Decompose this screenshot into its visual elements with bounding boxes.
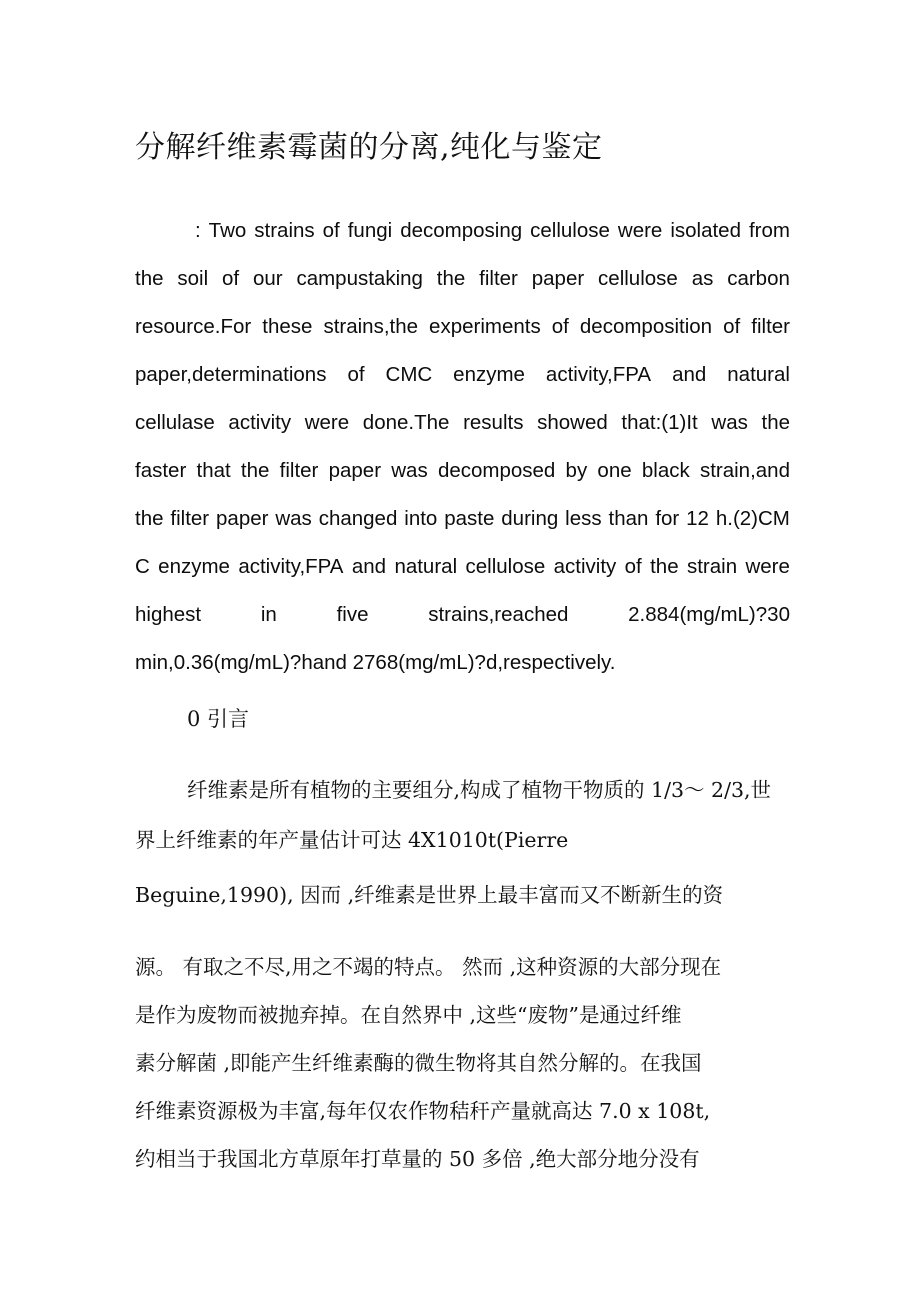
body-line: 约相当于我国北方草原年打草量的 50 多倍 ,绝大部分地分没有 bbox=[135, 1147, 700, 1171]
abstract-word: of bbox=[551, 315, 569, 338]
abstract-word: fungi bbox=[347, 219, 393, 242]
abstract-word: changed bbox=[318, 507, 398, 530]
body-line: Beguine,1990), 因而 ,纤维素是世界上最丰富而又不断新生的资 bbox=[135, 883, 724, 907]
abstract-word: resource.For bbox=[135, 315, 252, 338]
abstract-word: the bbox=[436, 267, 466, 290]
abstract-word: decomposed bbox=[437, 459, 556, 482]
abstract-word: Two bbox=[208, 219, 247, 242]
abstract-line bbox=[135, 264, 790, 312]
abstract-word: strain,and bbox=[699, 459, 790, 482]
abstract-word: from bbox=[748, 219, 790, 242]
abstract-word: activity,FPA bbox=[238, 555, 344, 578]
abstract-word: of bbox=[221, 267, 240, 290]
abstract-word: 2.884(mg/mL)?30 bbox=[628, 603, 790, 626]
abstract-word: strains,the bbox=[323, 315, 419, 338]
abstract-word: the bbox=[135, 267, 164, 290]
abstract-word: was bbox=[275, 507, 312, 530]
abstract-word: paper bbox=[531, 267, 585, 290]
abstract-paragraph bbox=[135, 216, 790, 696]
abstract-word: were bbox=[617, 219, 663, 242]
abstract-word: of bbox=[347, 363, 365, 386]
abstract-line bbox=[135, 552, 790, 600]
abstract-word: enzyme bbox=[453, 363, 525, 386]
abstract-word: and bbox=[351, 555, 387, 578]
abstract-word: paste bbox=[444, 507, 495, 530]
abstract-word: CMC bbox=[385, 363, 433, 386]
abstract-word: the bbox=[135, 507, 164, 530]
abstract-word: C bbox=[135, 555, 150, 578]
abstract-word: that:(1)It bbox=[621, 411, 698, 434]
abstract-word: cellulase bbox=[135, 411, 215, 434]
abstract-word: the bbox=[240, 459, 270, 482]
abstract-word: decomposing bbox=[400, 219, 523, 242]
abstract-word: activity bbox=[228, 411, 292, 434]
abstract-word: during bbox=[501, 507, 559, 530]
abstract-word: 12 bbox=[686, 507, 709, 530]
abstract-word: black bbox=[641, 459, 690, 482]
abstract-word: filter bbox=[170, 507, 210, 530]
abstract-word: campustaking bbox=[296, 267, 423, 290]
body-line: 纤维素是所有植物的主要组分,构成了植物干物质的 1/3〜 2/3,世 bbox=[187, 778, 772, 802]
body-line: 纤维素资源极为丰富,每年仅农作物秸秆产量就高达 7.0 x 108t, bbox=[135, 1099, 711, 1123]
abstract-word: results bbox=[463, 411, 524, 434]
abstract-word: enzyme bbox=[158, 555, 230, 578]
abstract-word: strain bbox=[686, 555, 738, 578]
abstract-word: natural bbox=[394, 555, 458, 578]
abstract-word: paper,determinations bbox=[135, 363, 327, 386]
abstract-word: cellulose bbox=[598, 267, 678, 290]
abstract-word: filter bbox=[751, 315, 790, 338]
abstract-word: experiments bbox=[429, 315, 541, 338]
abstract-line bbox=[135, 600, 790, 648]
abstract-word: of bbox=[723, 315, 741, 338]
body-line: 源。 有取之不尽,用之不竭的特点。 然而 ,这种资源的大部分现在 bbox=[135, 955, 722, 979]
abstract-word: one bbox=[597, 459, 632, 482]
abstract-word: soil bbox=[177, 267, 209, 290]
abstract-word: our bbox=[252, 267, 283, 290]
abstract-word: was bbox=[711, 411, 748, 434]
abstract-word: faster bbox=[135, 459, 187, 482]
abstract-word: and bbox=[672, 363, 707, 386]
abstract-line bbox=[135, 312, 790, 360]
abstract-word: for bbox=[655, 507, 680, 530]
abstract-word: of bbox=[624, 555, 642, 578]
abstract-word: : bbox=[194, 219, 201, 242]
abstract-word: strains bbox=[254, 219, 315, 242]
abstract-word: in bbox=[260, 603, 277, 626]
section-heading-introduction: 0 引言 bbox=[187, 707, 250, 731]
abstract-line bbox=[135, 648, 790, 696]
abstract-word: strains,reached bbox=[428, 603, 569, 626]
abstract-word: activity bbox=[553, 555, 617, 578]
abstract-word: h.(2)CM bbox=[715, 507, 790, 530]
abstract-word: min,0.36(mg/mL)?hand 2768(mg/mL)?d,respectively. bbox=[135, 651, 616, 674]
page-title: 分解纤维素霉菌的分离,纯化与鉴定 bbox=[135, 130, 603, 166]
body-line: 素分解菌 ,即能产生纤维素酶的微生物将其自然分解的。在我国 bbox=[135, 1051, 702, 1075]
abstract-word: the bbox=[650, 555, 679, 578]
abstract-word: activity,FPA bbox=[545, 363, 652, 386]
abstract-word: showed bbox=[537, 411, 608, 434]
abstract-word: paper bbox=[216, 507, 269, 530]
body-line: 界上纤维素的年产量估计可达 4X1010t(Pierre bbox=[135, 828, 569, 852]
abstract-line bbox=[135, 456, 790, 504]
abstract-word: isolated bbox=[670, 219, 741, 242]
abstract-word: filter bbox=[279, 459, 319, 482]
abstract-word: cellulose bbox=[465, 555, 546, 578]
abstract-word: by bbox=[565, 459, 588, 482]
abstract-word: into bbox=[404, 507, 438, 530]
abstract-line bbox=[135, 360, 790, 408]
abstract-word: was bbox=[391, 459, 428, 482]
abstract-word: natural bbox=[727, 363, 790, 386]
abstract-word: highest bbox=[135, 603, 202, 626]
abstract-word: these bbox=[262, 315, 313, 338]
abstract-word: carbon bbox=[727, 267, 790, 290]
abstract-word: less bbox=[565, 507, 602, 530]
abstract-word: were bbox=[304, 411, 350, 434]
abstract-word: than bbox=[608, 507, 649, 530]
abstract-line bbox=[135, 408, 790, 456]
abstract-word: decomposition bbox=[579, 315, 713, 338]
abstract-word: cellulose bbox=[530, 219, 610, 242]
abstract-word: paper bbox=[328, 459, 382, 482]
abstract-line bbox=[135, 216, 790, 264]
body-line: 是作为废物而被抛弃掉。在自然界中 ,这些“废物”是通过纤维 bbox=[135, 1003, 682, 1027]
abstract-word: were bbox=[745, 555, 790, 578]
abstract-word: five bbox=[336, 603, 369, 626]
abstract-word: as bbox=[691, 267, 714, 290]
abstract-line bbox=[135, 504, 790, 552]
abstract-word: that bbox=[196, 459, 231, 482]
abstract-word: of bbox=[322, 219, 340, 242]
abstract-word: done.The bbox=[362, 411, 450, 434]
abstract-word: the bbox=[761, 411, 790, 434]
abstract-word: filter bbox=[479, 267, 518, 290]
